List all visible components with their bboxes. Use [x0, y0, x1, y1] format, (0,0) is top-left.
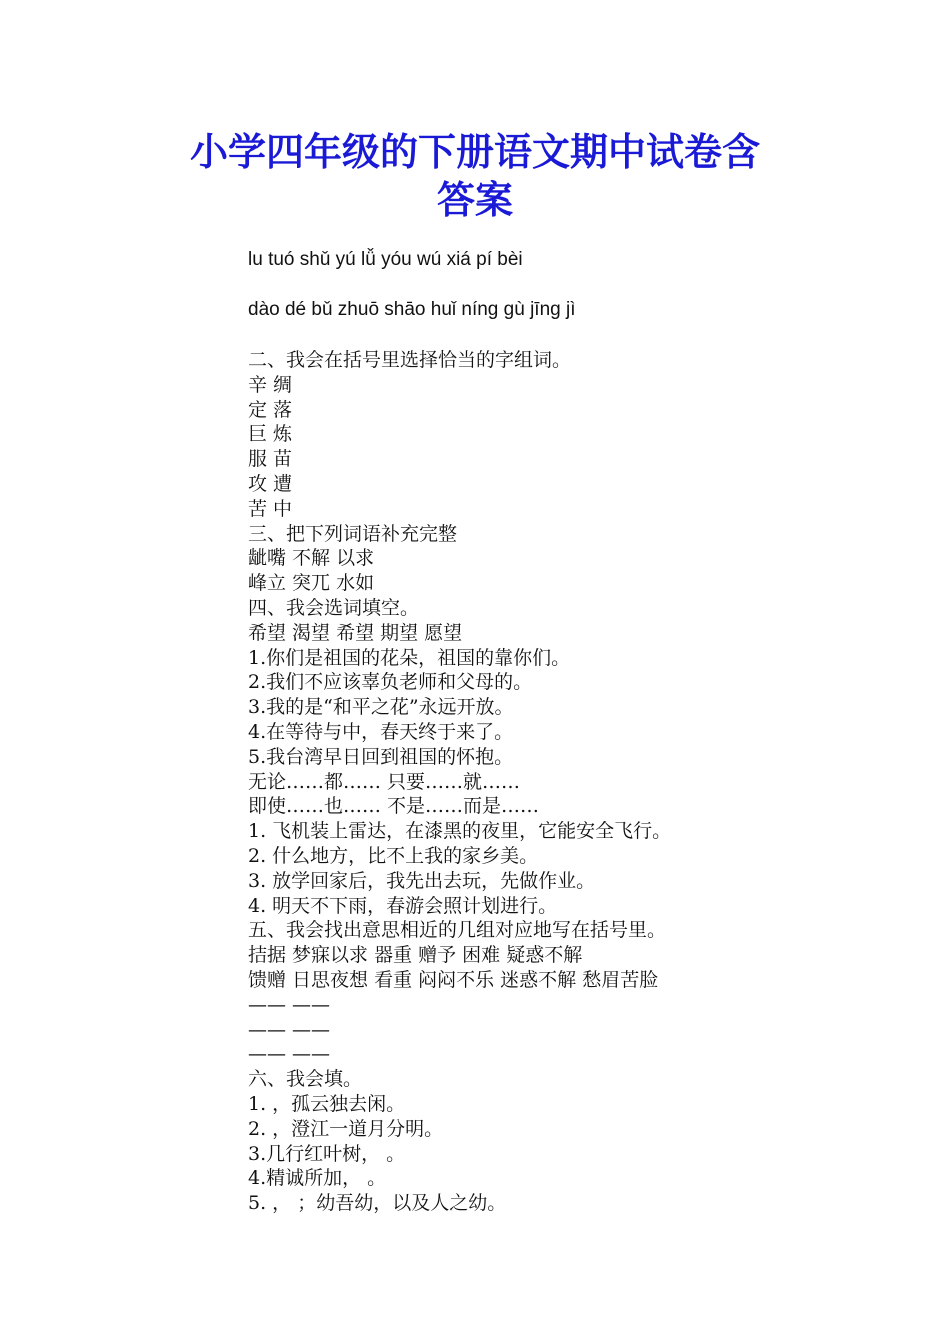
body-line: 四、我会选词填空。: [248, 596, 420, 619]
body-line: 2. 什么地方，比不上我的家乡美。: [248, 844, 539, 867]
body-line: 定 落: [248, 398, 293, 421]
body-line: —— ——: [248, 993, 331, 1016]
body-line: 辛 绸: [248, 373, 293, 396]
body-line: 5.我台湾早日回到祖国的怀抱。: [248, 745, 514, 768]
body-line: 馈赠 日思夜想 看重 闷闷不乐 迷惑不解 愁眉苦脸: [248, 968, 659, 991]
document-body: [248, 348, 848, 1216]
body-line: 2.我们不应该辜负老师和父母的。: [248, 671, 533, 694]
body-line: —— ——: [248, 1043, 331, 1066]
body-line: 二、我会在括号里选择恰当的字组词。: [248, 349, 572, 371]
body-line: 即使……也…… 不是……而是……: [248, 795, 540, 818]
body-line: 龇嘴 不解 以求: [248, 547, 375, 570]
body-line: 1. ，孤云独去闲。: [248, 1092, 406, 1115]
body-line: 5. ， ；幼吾幼，以及人之幼。: [248, 1192, 507, 1215]
body-line: 六、我会填。: [248, 1068, 363, 1091]
title-line-2: 答案: [436, 178, 513, 222]
body-line: 巨 炼: [248, 423, 293, 446]
body-line: 4.在等待与中，春天终于来了。: [248, 720, 514, 743]
body-line: 攻 遭: [248, 472, 293, 495]
body-line: 1. 飞机装上雷达，在漆黑的夜里，它能安全飞行。: [248, 820, 672, 843]
pinyin-line-1: lu tuó shǔ yú lǚ yóu wú xiá pí bèi: [248, 249, 523, 270]
body-line: 拮据 梦寐以求 器重 赠予 困难 疑惑不解: [248, 944, 583, 967]
document-title: [120, 128, 830, 224]
body-line: 五、我会找出意思相近的几组对应地写在括号里。: [248, 919, 667, 942]
pinyin-line-2: dào dé bǔ zhuō shāo huǐ níng gù jīng jì: [248, 299, 576, 320]
body-line: 峰立 突兀 水如: [248, 572, 375, 595]
title-line-1: 小学四年级的下册语文期中试卷含: [189, 130, 760, 174]
body-line: 4.精诚所加， 。: [248, 1167, 387, 1190]
body-line: 4. 明天不下雨，春游会照计划进行。: [248, 894, 558, 917]
body-line: 3.几行红叶树， 。: [248, 1142, 406, 1165]
body-line: 1.你们是祖国的花朵，祖国的靠你们。: [248, 646, 571, 669]
body-line: 3.我的是“和平之花”永远开放。: [248, 696, 514, 719]
body-line: 服 苗: [248, 448, 293, 471]
body-line: 苦 中: [248, 497, 293, 520]
body-line: 三、把下列词语补充完整: [248, 522, 458, 545]
body-line: 3. 放学回家后，我先出去玩，先做作业。: [248, 869, 596, 892]
body-line: —— ——: [248, 1018, 331, 1041]
body-line: 希望 渴望 希望 期望 愿望: [248, 621, 463, 644]
body-line: 无论……都…… 只要……就……: [248, 770, 521, 793]
body-line: 2. ，澄江一道月分明。: [248, 1117, 444, 1140]
